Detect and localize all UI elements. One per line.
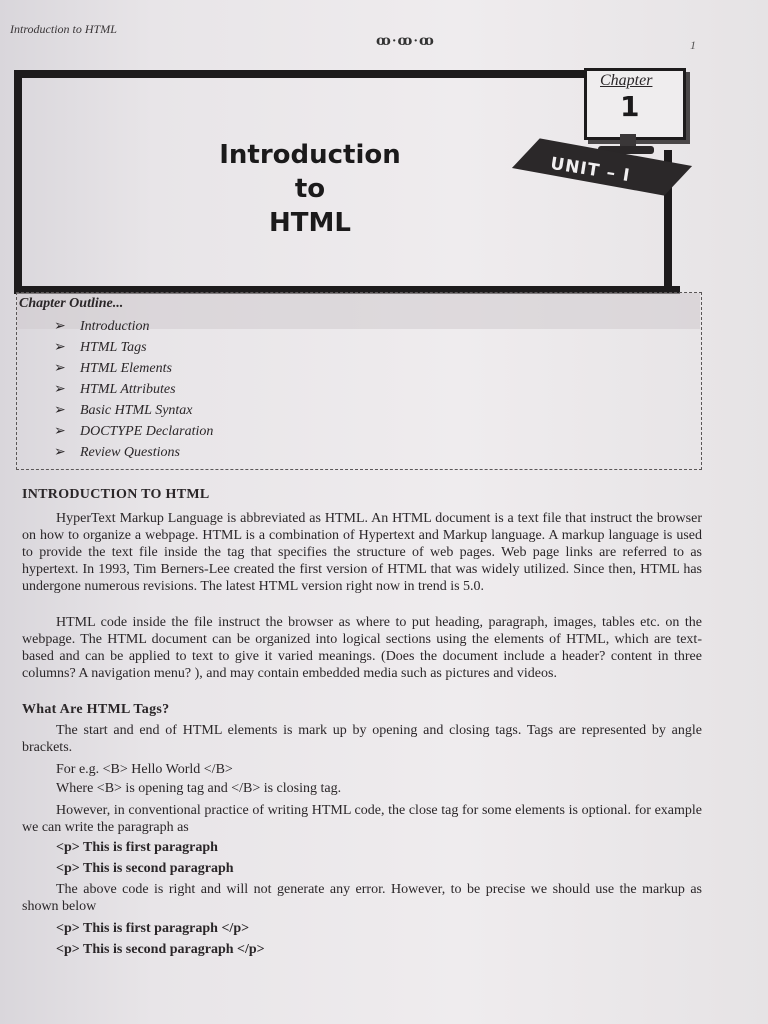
outline-item [54, 339, 147, 356]
body-paragraph: HTML code inside the file instruct the browser as where to put heading, paragraph, images, tables etc. on the webpage. The HTML document can be organized into logical sections using the elements of HTML, which are text-based and can be applied to text to give it varied meanings. (Does the document include a header? content in three columns? A navigation menu? ), and may contain embedded media such as pictures and videos. [22, 615, 702, 681]
code-line [56, 840, 218, 856]
outline-item-label: HTML Elements [80, 361, 172, 376]
code-text: <p> This is first paragraph </p> [56, 921, 250, 936]
outline-item [54, 318, 149, 335]
arrow-bullet-icon: ➢ [54, 361, 66, 376]
outline-item-label: DOCTYPE Declaration [80, 424, 214, 439]
running-head: Introduction to HTML [10, 22, 117, 36]
arrow-bullet-icon: ➢ [54, 403, 66, 418]
code-line [56, 861, 234, 877]
chapter-title [190, 138, 430, 240]
chapter-title-line: Introduction [219, 140, 401, 170]
body-paragraph: However, in conventional practice of writing HTML code, the close tag for some elements is optional. for example we can write the paragraph as [22, 803, 702, 835]
outline-item-label: HTML Attributes [80, 382, 176, 397]
code-text: <p> This is second paragraph [56, 861, 234, 876]
chapter-label: Chapter [600, 72, 653, 89]
arrow-bullet-icon: ➢ [54, 319, 66, 334]
unit-label: UNIT – I [548, 153, 632, 187]
code-text: <p> This is first paragraph [56, 840, 218, 855]
section-heading: What Are HTML Tags? [22, 702, 170, 717]
chapter-title-line: HTML [269, 208, 351, 238]
outline-item-label: HTML Tags [80, 340, 147, 355]
body-paragraph: The start and end of HTML elements is mark up by opening and closing tags. Tags are represented by angle brackets. [22, 723, 702, 755]
code-text: <p> This is second paragraph </p> [56, 942, 265, 957]
outline-item [54, 423, 213, 440]
outline-item [54, 381, 176, 398]
arrow-bullet-icon: ➢ [54, 424, 66, 439]
code-line [56, 942, 265, 958]
page-number: 1 [690, 38, 696, 52]
example-line: Where <B> is opening tag and </B> is closing tag. [56, 781, 342, 796]
body-paragraph: HyperText Markup Language is abbreviated as HTML. An HTML document is a text file that instruct the browser on how to organize a webpage. HTML is a combination of Hypertext and Markup language. A markup language is used to provide the text file inside the tag that specifies the structure of web pages. Web page links are referred to as hypertext. In 1993, Tim Berners-Lee created the first version of HTML that was widely utilized. Since then, HTML has undergone numerous revisions. The latest HTML version right now in trend is 5.0. [22, 511, 702, 594]
body-paragraph: The above code is right and will not generate any error. However, to be precise we should use the markup as shown below [22, 882, 702, 914]
outline-item [54, 444, 180, 461]
outline-item-label: Introduction [80, 319, 150, 334]
code-line [56, 921, 249, 937]
outline-item [54, 402, 193, 419]
page-ornament: ꝏ·ꝏ·ꝏ [376, 34, 435, 49]
section-heading: INTRODUCTION TO HTML [22, 487, 210, 502]
chapter-title-line: to [294, 174, 326, 204]
outline-item-label: Basic HTML Syntax [80, 403, 193, 418]
chapter-number: 1 [620, 90, 640, 123]
example-line: For e.g. <B> Hello World </B> [56, 762, 233, 777]
chapter-outline-title: Chapter Outline... [19, 296, 124, 311]
arrow-bullet-icon: ➢ [54, 382, 66, 397]
outline-item [54, 360, 172, 377]
outline-item-label: Review Questions [80, 445, 180, 460]
arrow-bullet-icon: ➢ [54, 340, 66, 355]
arrow-bullet-icon: ➢ [54, 445, 66, 460]
